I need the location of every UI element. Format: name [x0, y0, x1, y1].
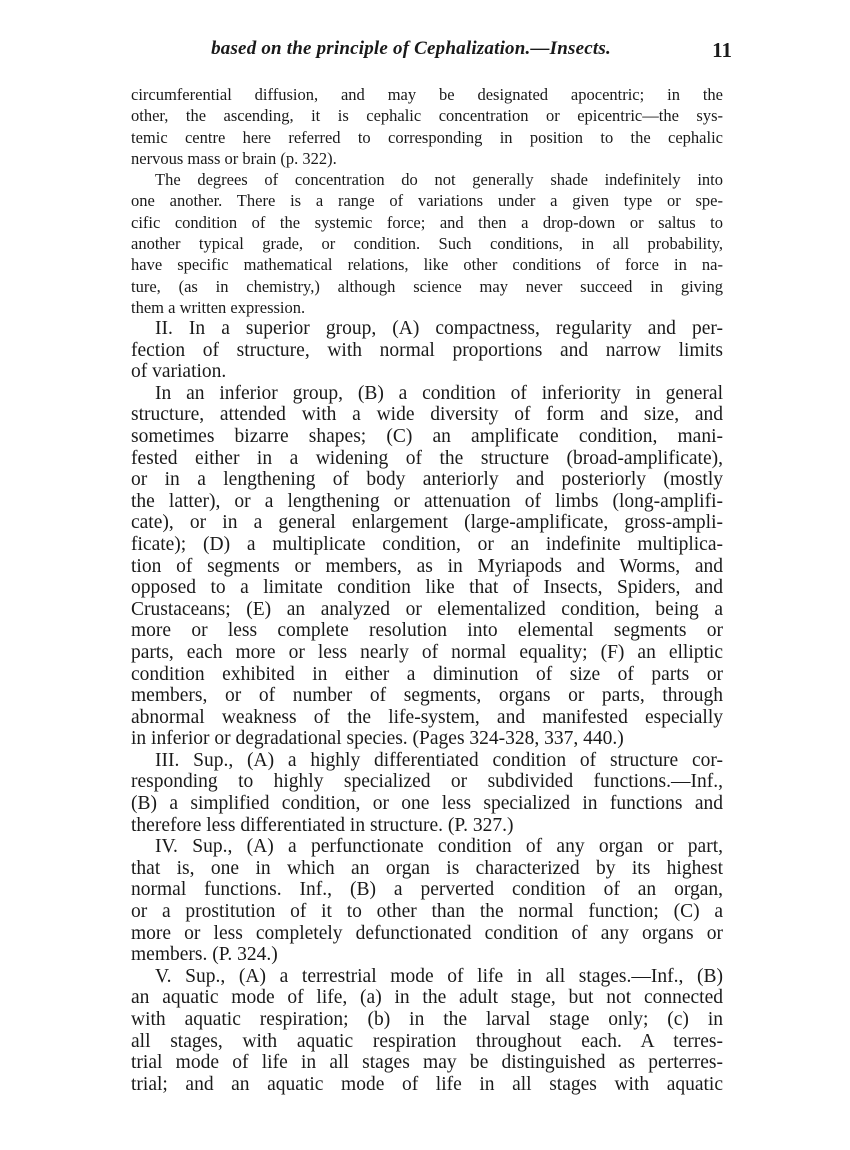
- text-line: III. Sup., (A) a highly differentiated condition of structure cor-: [155, 749, 723, 771]
- text-line: abnormal weakness of the life-system, and manifested especially: [131, 706, 723, 728]
- text-line: with aquatic respiration; (b) in the larval stage only; (c) in: [131, 1009, 723, 1030]
- text-line: nervous mass or brain (p. 322).: [131, 148, 337, 168]
- text-line: opposed to a limitate condition like that of Insects, Spiders, and: [131, 577, 723, 599]
- text-line: an aquatic mode of life, (a) in the adult stage, but not connected: [131, 987, 723, 1009]
- text-line: them a written expression.: [131, 297, 306, 317]
- text-line: fection of structure, with normal proportions and narrow limits: [131, 339, 723, 361]
- text-line: condition exhibited in either a diminution of size of parts or: [131, 663, 723, 685]
- text-line: members. (P. 324.): [131, 944, 278, 966]
- text-line: temic centre here referred to corresponding in position to the cephalic: [131, 127, 723, 147]
- text-line: members, or of number of segments, organs or parts, through: [131, 685, 723, 707]
- text-line: therefore less differentiated in structure. (P. 327.): [131, 814, 514, 836]
- text-line: parts, each more or less nearly of normal equality; (F) an elliptic: [131, 641, 723, 663]
- running-title: based on the principle of Cephalization.—Insects.: [211, 38, 611, 59]
- text-line: all stages, with aquatic respiration throughout each. A terres-: [131, 1030, 723, 1052]
- text-line: ture, (as in chemistry,) although science may never succeed in giving: [131, 276, 723, 296]
- text-line: or in a lengthening of body anteriorly and posteriorly (mostly: [131, 469, 723, 491]
- text-line: tion of segments or members, as in Myriapods and Worms, and: [131, 555, 723, 577]
- text-line: IV. Sup., (A) a perfunctionate condition of any organ or part,: [155, 836, 723, 858]
- text-line: have specific mathematical relations, like other conditions of force in na-: [131, 255, 723, 275]
- text-line: of variation.: [131, 361, 227, 383]
- text-line: sometimes bizarre shapes; (C) an amplificate condition, mani-: [131, 425, 723, 447]
- text-line: responding to highly specialized or subdivided functions.—Inf.,: [131, 771, 723, 793]
- small-print-note: [131, 84, 723, 318]
- text-line: the latter), or a lengthening or attenuation of limbs (long-amplifi-: [131, 490, 723, 512]
- text-line: ficate); (D) a multiplicate condition, or an indefinite multiplica-: [131, 533, 723, 555]
- text-line: In an inferior group, (B) a condition of inferiority in general: [155, 382, 723, 404]
- text-line: V. Sup., (A) a terrestrial mode of life in all stages.—Inf., (B): [155, 965, 723, 987]
- text-line: normal functions. Inf., (B) a perverted condition of an organ,: [131, 879, 723, 901]
- text-line: cate), or in a general enlargement (large-amplificate, gross-ampli-: [131, 512, 723, 534]
- text-line: more or less complete resolution into elemental segments or: [131, 620, 723, 642]
- text-line: fested either in a widening of the structure (broad-amplificate),: [131, 447, 723, 469]
- text-line: structure, attended with a wide diversity of form and size, and: [131, 404, 723, 426]
- text-line: that is, one in which an organ is characterized by its highest: [131, 857, 723, 879]
- page-header: [130, 38, 732, 74]
- text-line: The degrees of concentration do not generally shade indefinitely into: [155, 170, 723, 190]
- text-line: more or less completely defunctionated condition of any organs or: [131, 922, 723, 944]
- text-line: other, the ascending, it is cephalic concentration or epicentric—the sys-: [131, 106, 723, 126]
- text-line: Crustaceans; (E) an analyzed or elementalized condition, being a: [131, 598, 723, 620]
- text-line: cific condition of the systemic force; and then a drop-down or saltus to: [131, 212, 723, 232]
- text-line: another typical grade, or condition. Such conditions, in all probability,: [131, 234, 723, 254]
- text-line: (B) a simplified condition, or one less specialized in functions and: [131, 793, 723, 815]
- text-line: trial; and an aquatic mode of life in all stages with aquatic: [131, 1073, 723, 1095]
- main-text-body: [131, 318, 723, 1095]
- text-line: or a prostitution of it to other than the normal function; (C) a: [131, 901, 723, 923]
- text-line: circumferential diffusion, and may be designated apocentric; in the: [131, 85, 723, 104]
- text-line: II. In a superior group, (A) compactness, regularity and per-: [155, 318, 723, 339]
- text-line: one another. There is a range of variations under a given type or spe-: [131, 191, 723, 211]
- page-number: 11: [712, 38, 732, 62]
- text-line: trial mode of life in all stages may be distinguished as perterres-: [131, 1052, 723, 1074]
- text-line: in inferior or degradational species. (Pages 324-328, 337, 440.): [131, 728, 624, 750]
